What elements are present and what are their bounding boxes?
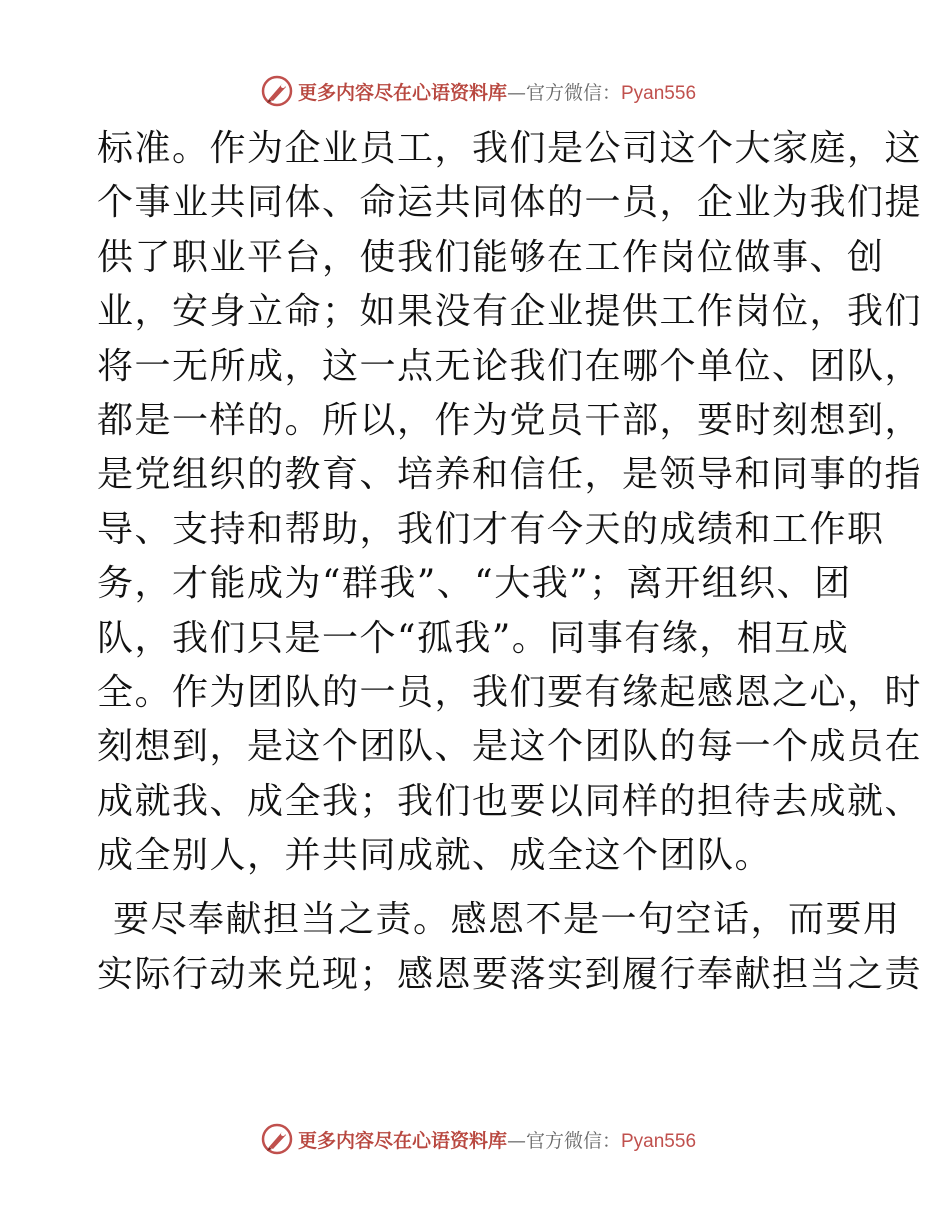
text-line: 供了职业平台，使我们能够在工作岗位做事、创 xyxy=(97,236,885,278)
footer-banner xyxy=(0,1119,950,1159)
header-text xyxy=(298,78,696,105)
footer-text xyxy=(298,1126,696,1153)
text-line: 标准。作为企业员工，我们是公司这个大家庭，这 xyxy=(97,128,923,169)
header-banner xyxy=(0,71,950,111)
footer-wechat-id: Pyan556 xyxy=(621,1130,697,1152)
paragraph-1 xyxy=(97,122,923,883)
paragraph-gap xyxy=(97,883,857,893)
text-line: 要尽奉献担当之责。感恩不是一句空话，而要用 xyxy=(113,899,901,941)
text-line: 成就我、成全我；我们也要以同样的担待去成就、 xyxy=(97,780,923,822)
text-line: 都是一样的。所以，作为党员干部，要时刻想到， xyxy=(97,399,923,441)
text-line: 队，我们只是一个“孤我”。同事有缘，相互成 xyxy=(97,617,850,659)
text-line: 务，才能成为“群我”、“大我”；离开组织、团 xyxy=(97,563,852,605)
text-line: 个事业共同体、命运共同体的一员，企业为我们提 xyxy=(97,182,923,224)
text-line: 业，安身立命；如果没有企业提供工作岗位，我们 xyxy=(97,291,923,333)
text-line: 导、支持和帮助，我们才有今天的成绩和工作职 xyxy=(97,508,885,550)
header-wechat-id: Pyan556 xyxy=(621,82,697,104)
text-line: 实际行动来兑现；感恩要落实到履行奉献担当之责 xyxy=(97,953,923,995)
pen-logo-icon xyxy=(260,74,294,108)
header-wechat-label: 官方微信： xyxy=(525,81,621,104)
text-line: 全。作为团队的一员，我们要有缘起感恩之心，时 xyxy=(97,671,923,713)
footer-site-name: 更多内容尽在心语资料库 xyxy=(297,1129,507,1152)
header-dash: — xyxy=(506,81,526,104)
text-line: 刻想到，是这个团队、是这个团队的每一个成员在 xyxy=(97,726,923,768)
text-line: 成全别人，并共同成就、成全这个团队。 xyxy=(97,835,773,877)
footer-dash: — xyxy=(506,1129,526,1152)
header-site-name: 更多内容尽在心语资料库 xyxy=(297,81,507,104)
pen-logo-icon xyxy=(260,1122,294,1156)
paragraph-2 xyxy=(97,893,923,1002)
text-line: 将一无所成，这一点无论我们在哪个单位、团队， xyxy=(97,345,923,387)
document-body xyxy=(97,122,923,1002)
text-line: 是党组织的教育、培养和信任，是领导和同事的指 xyxy=(97,454,923,496)
footer-wechat-label: 官方微信： xyxy=(525,1129,621,1152)
